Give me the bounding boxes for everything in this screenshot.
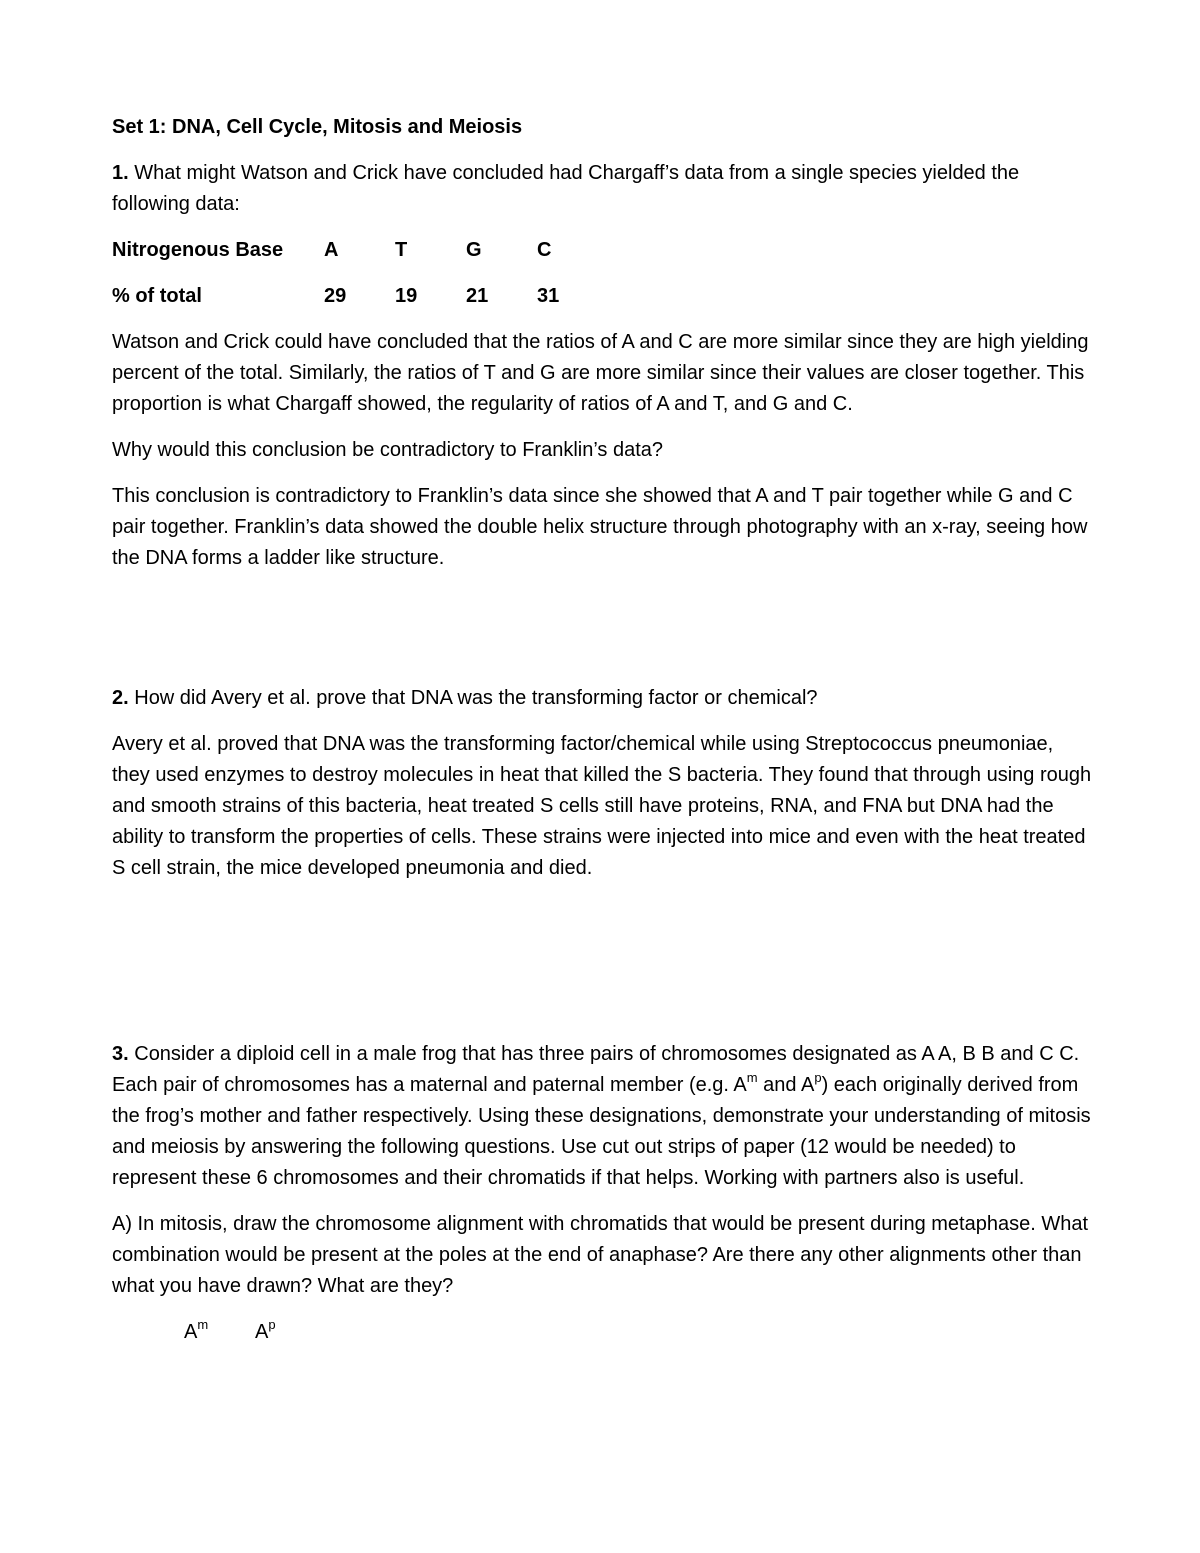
q3-sup-p: p bbox=[814, 1070, 822, 1086]
q3-text-part1: Consider a diploid cell in a male frog that has three pairs of chromosomes designated as A A, B B and C C. Each pair of chromosomes has a maternal and paternal member (e.g. A bbox=[112, 1043, 1080, 1096]
q2-number: 2. bbox=[112, 687, 129, 709]
q1-number: 1. bbox=[112, 162, 129, 184]
base-a: A bbox=[324, 239, 339, 261]
blank-space bbox=[112, 589, 1092, 683]
value-c: 31 bbox=[537, 285, 560, 307]
q3-part-a: A) In mitosis, draw the chromosome alignment with chromatids that would be present during metaphase. What combination would be present at the poles at the end of anaphase? Are there any other alignments other than what you have drawn? What are they? bbox=[112, 1213, 1089, 1297]
value-a: 29 bbox=[324, 285, 347, 307]
allele-maternal bbox=[184, 1317, 255, 1348]
value-g: 21 bbox=[466, 285, 489, 307]
base-table-gap bbox=[112, 266, 608, 281]
base-g: G bbox=[466, 239, 482, 261]
q2-answer: Avery et al. proved that DNA was the transforming factor/chemical while using Streptococcus pneumoniae, they used enzymes to destroy molecules in heat that killed the S bacteria. They found that through using rough and smooth strains of this bacteria, heat treated S cells still have proteins, RNA, and FNA but DNA had the ability to transform the properties of cells. These strains were injected into mice and even with the heat treated S cell strain, the mice developed pneumonia and died. bbox=[112, 733, 1092, 879]
q1-question2: Why would this conclusion be contradictory to Franklin’s data? bbox=[112, 439, 664, 461]
q3-text-and: and A bbox=[757, 1074, 815, 1096]
allele-maternal-base: A bbox=[184, 1321, 198, 1343]
q1-question-text: What might Watson and Crick have concluded had Chargaff’s data from a single species yielded the following data: bbox=[112, 162, 1020, 215]
allele-labels bbox=[184, 1317, 1092, 1348]
base-t: T bbox=[395, 239, 408, 261]
allele-paternal bbox=[255, 1317, 276, 1348]
q3-sup-m: m bbox=[746, 1070, 758, 1086]
value-t: 19 bbox=[395, 285, 418, 307]
q1-question bbox=[112, 158, 1092, 220]
blank-space bbox=[112, 899, 1092, 1039]
allele-paternal-base: A bbox=[255, 1321, 269, 1343]
q1-answer2: This conclusion is contradictory to Franklin’s data since she showed that A and T pair together while G and C pair together. Franklin’s data showed the double helix structure through photography with an x-ray, seeing how the DNA forms a ladder like structure. bbox=[112, 485, 1088, 569]
q3-text-part2: ) each originally derived from the frog’s mother and father respectively. Using these designations, demonstrate your understanding of mitosis and meiosis by answering the following questions. Use cut out strips of paper (12 would be needed) to represent these 6 chromosomes and their chromatids if that helps. Working with partners also is useful. bbox=[112, 1074, 1091, 1189]
q1-answer1: Watson and Crick could have concluded that the ratios of A and C are more similar since they are high yielding percent of the total. Similarly, the ratios of T and G are more similar since their values are closer together. This proportion is what Chargaff showed, the regularity of ratios of A and T, and G and C. bbox=[112, 331, 1089, 415]
base-table-value-row bbox=[112, 281, 608, 312]
base-table-header-label: Nitrogenous Base bbox=[112, 239, 284, 261]
base-table-header-row bbox=[112, 235, 608, 266]
set-title: Set 1: DNA, Cell Cycle, Mitosis and Meiosis bbox=[112, 116, 523, 138]
base-table-row-label: % of total bbox=[112, 285, 202, 307]
q3-number: 3. bbox=[112, 1043, 129, 1065]
q2-question bbox=[112, 683, 1092, 714]
allele-paternal-sup: p bbox=[268, 1317, 276, 1333]
q2-question-text: How did Avery et al. prove that DNA was the transforming factor or chemical? bbox=[128, 687, 818, 709]
q3-question bbox=[112, 1039, 1092, 1194]
base-c: C bbox=[537, 239, 552, 261]
base-table bbox=[112, 235, 608, 312]
document-page bbox=[112, 112, 1092, 1348]
allele-maternal-sup: m bbox=[197, 1317, 209, 1333]
